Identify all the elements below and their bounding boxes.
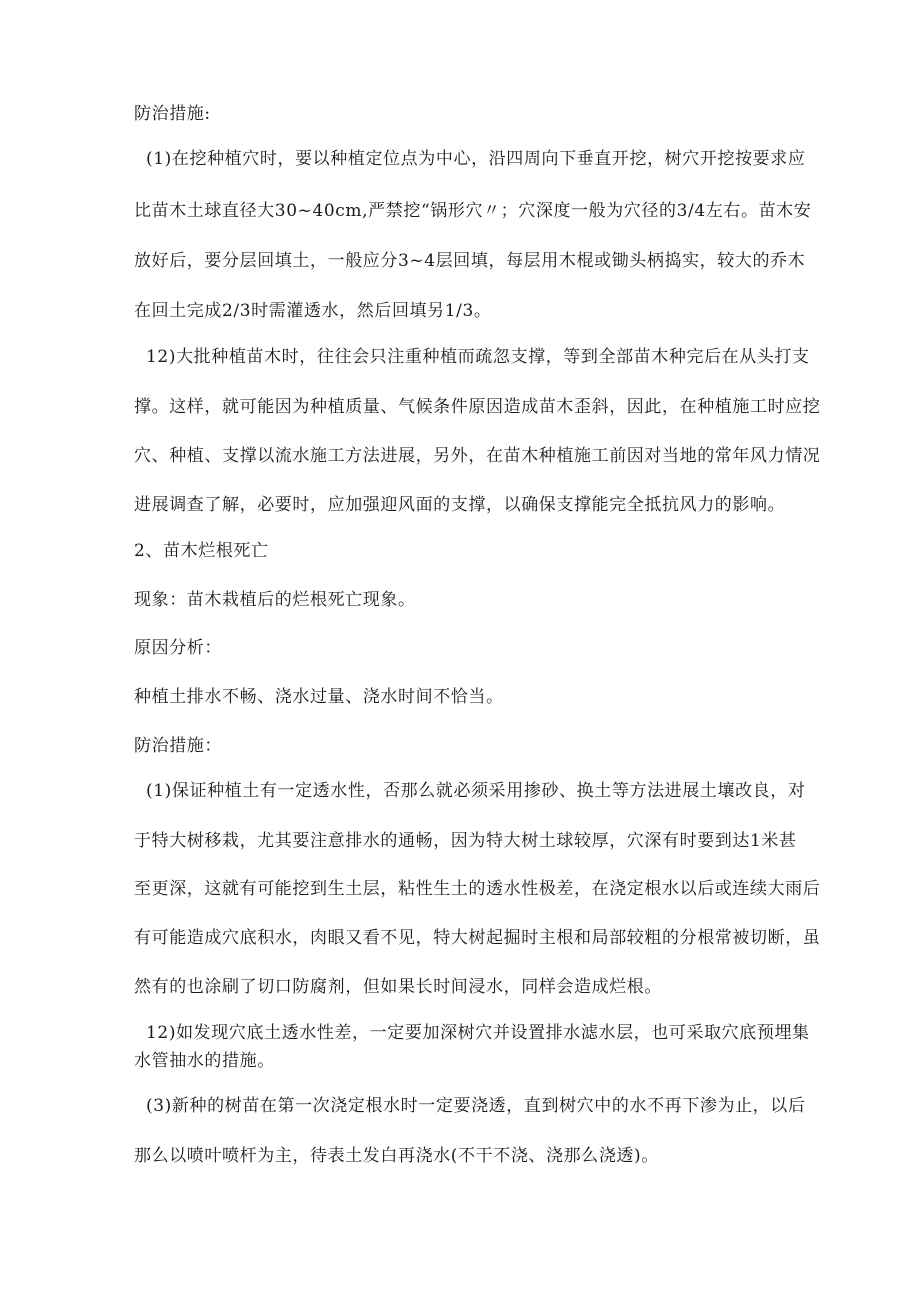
paragraph-line: 穴、种植、支撑以流水施工方法进展，另外，在苗木种植施工前因对当地的常年风力情况 [134, 446, 821, 466]
paragraph-line: 比苗木土球直径大30~40cm,严禁挖“锅形穴〃；穴深度一般为穴径的3/4左右。苗木安 [134, 201, 812, 221]
paragraph-line: 于特大树移栽，尤其要注意排水的通畅，因为特大树土球较厚，穴深有时要到达1米甚 [134, 831, 797, 851]
paragraph-line: 水管抽水的措施。 [134, 1051, 275, 1071]
paragraph-line: 12)大批种植苗木时，往往会只注重种植而疏忽支撑，等到全部苗木种完后在从头打支 [146, 347, 810, 367]
paragraph-line: 那么以喷叶喷杆为主，待表土发白再浇水(不干不浇、浇那么浇透)。 [134, 1146, 659, 1166]
paragraph-line: 进展调查了解，必要时，应加强迎风面的支撑，以确保支撑能完全抵抗风力的影响。 [134, 495, 786, 515]
paragraph-line: (1)保证种植土有一定透水性，否那么就必须采用掺砂、换土等方法进展土壤改良，对 [146, 781, 806, 801]
paragraph-line: 放好后，要分层回填土，一般应分3~4层回填，每层用木棍或锄头柄捣实，较大的乔木 [134, 251, 806, 271]
paragraph-line: 在回土完成2/3时需灌透水，然后回填另1/3。 [134, 301, 492, 321]
cause-line: 种植土排水不畅、浇水过量、浇水时间不恰当。 [134, 687, 504, 707]
paragraph-line: (1)在挖种植穴时，要以种植定位点为中心，沿四周向下垂直开挖，树穴开挖按要求应 [146, 149, 806, 169]
cause-heading: 原因分析： [134, 638, 222, 658]
paragraph-line: 12)如发现穴底土透水性差，一定要加深树穴并设置排水滤水层，也可采取穴底预埋集 [146, 1023, 810, 1043]
paragraph-line: 有可能造成穴底积水，肉眼又看不见，特大树起掘时主根和局部较粗的分根常被切断，虽 [134, 928, 821, 948]
paragraph-line: 撑。这样，就可能因为种植质量、气候条件原因造成苗木歪斜，因此，在种植施工时应挖 [134, 397, 821, 417]
paragraph-line: 然有的也涂刷了切口防腐剂，但如果长时间浸水，同样会造成烂根。 [134, 977, 662, 997]
heading-prevention-2: 防治措施： [134, 736, 222, 756]
heading-prevention-1: 防治措施: [134, 104, 211, 124]
section-heading: 2、苗木烂根死亡 [134, 541, 269, 561]
paragraph-line: 至更深，这就有可能挖到生土层，粘性生土的透水性极差，在浇定根水以后或连续大雨后 [134, 879, 821, 899]
phenomenon-line: 现象：苗木栽植后的烂根死亡现象。 [134, 590, 416, 610]
paragraph-line: (3)新种的树苗在第一次浇定根水时一定要浇透，直到树穴中的水不再下渗为止，以后 [146, 1096, 806, 1116]
